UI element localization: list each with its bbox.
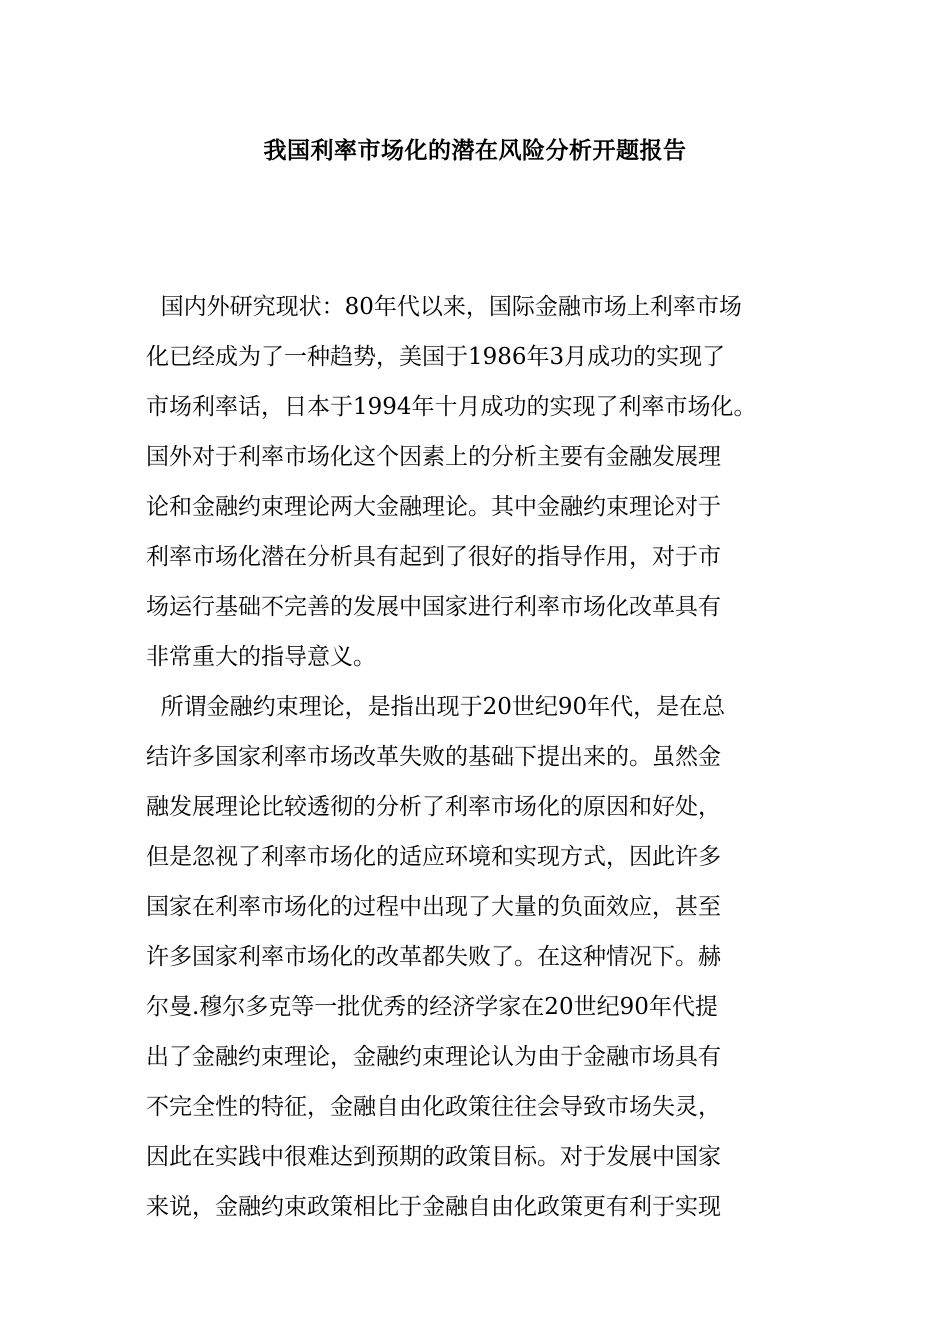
body-line: 国家在利率市场化的过程中出现了大量的负面效应，甚至	[146, 894, 721, 920]
body-line: 许多国家利率市场化的改革都失败了。在这种情况下。赫	[146, 944, 721, 970]
body-line: 出了金融约束理论，金融约束理论认为由于金融市场具有	[146, 1044, 721, 1070]
body-line: 尔曼.穆尔多克等一批优秀的经济学家在20世纪90年代提	[146, 994, 718, 1020]
body-line: 场运行基础不完善的发展中国家进行利率市场化改革具有	[146, 594, 721, 620]
body-line: 论和金融约束理论两大金融理论。其中金融约束理论对于	[146, 494, 721, 520]
body-line: 利率市场化潜在分析具有起到了很好的指导作用，对于市	[146, 544, 721, 570]
body-line: 因此在实践中很难达到预期的政策目标。对于发展中国家	[146, 1144, 721, 1170]
body-line: 不完全性的特征，金融自由化政策往往会导致市场失灵，	[146, 1094, 721, 1120]
body-line: 非常重大的指导意义。	[146, 644, 376, 670]
body-line: 市场利率话，日本于1994年十月成功的实现了利率市场化。	[146, 394, 757, 420]
body-line: 所谓金融约束理论，是指出现于20世纪90年代，是在总	[146, 694, 726, 720]
body-line: 来说，金融约束政策相比于金融自由化政策更有利于实现	[146, 1194, 721, 1220]
document-body	[146, 282, 808, 1232]
body-line: 结许多国家利率市场改革失败的基础下提出来的。虽然金	[146, 744, 721, 770]
body-line: 融发展理论比较透彻的分析了利率市场化的原因和好处，	[146, 794, 721, 820]
document-title: 我国利率市场化的潜在风险分析开题报告	[263, 138, 687, 164]
body-line: 国外对于利率市场化这个因素上的分析主要有金融发展理	[146, 444, 721, 470]
body-line: 但是忽视了利率市场化的适应环境和实现方式，因此许多	[146, 844, 721, 870]
body-line: 国内外研究现状：80年代以来，国际金融市场上利率市场	[146, 294, 742, 320]
body-line: 化已经成为了一种趋势，美国于1986年3月成功的实现了	[146, 344, 726, 370]
